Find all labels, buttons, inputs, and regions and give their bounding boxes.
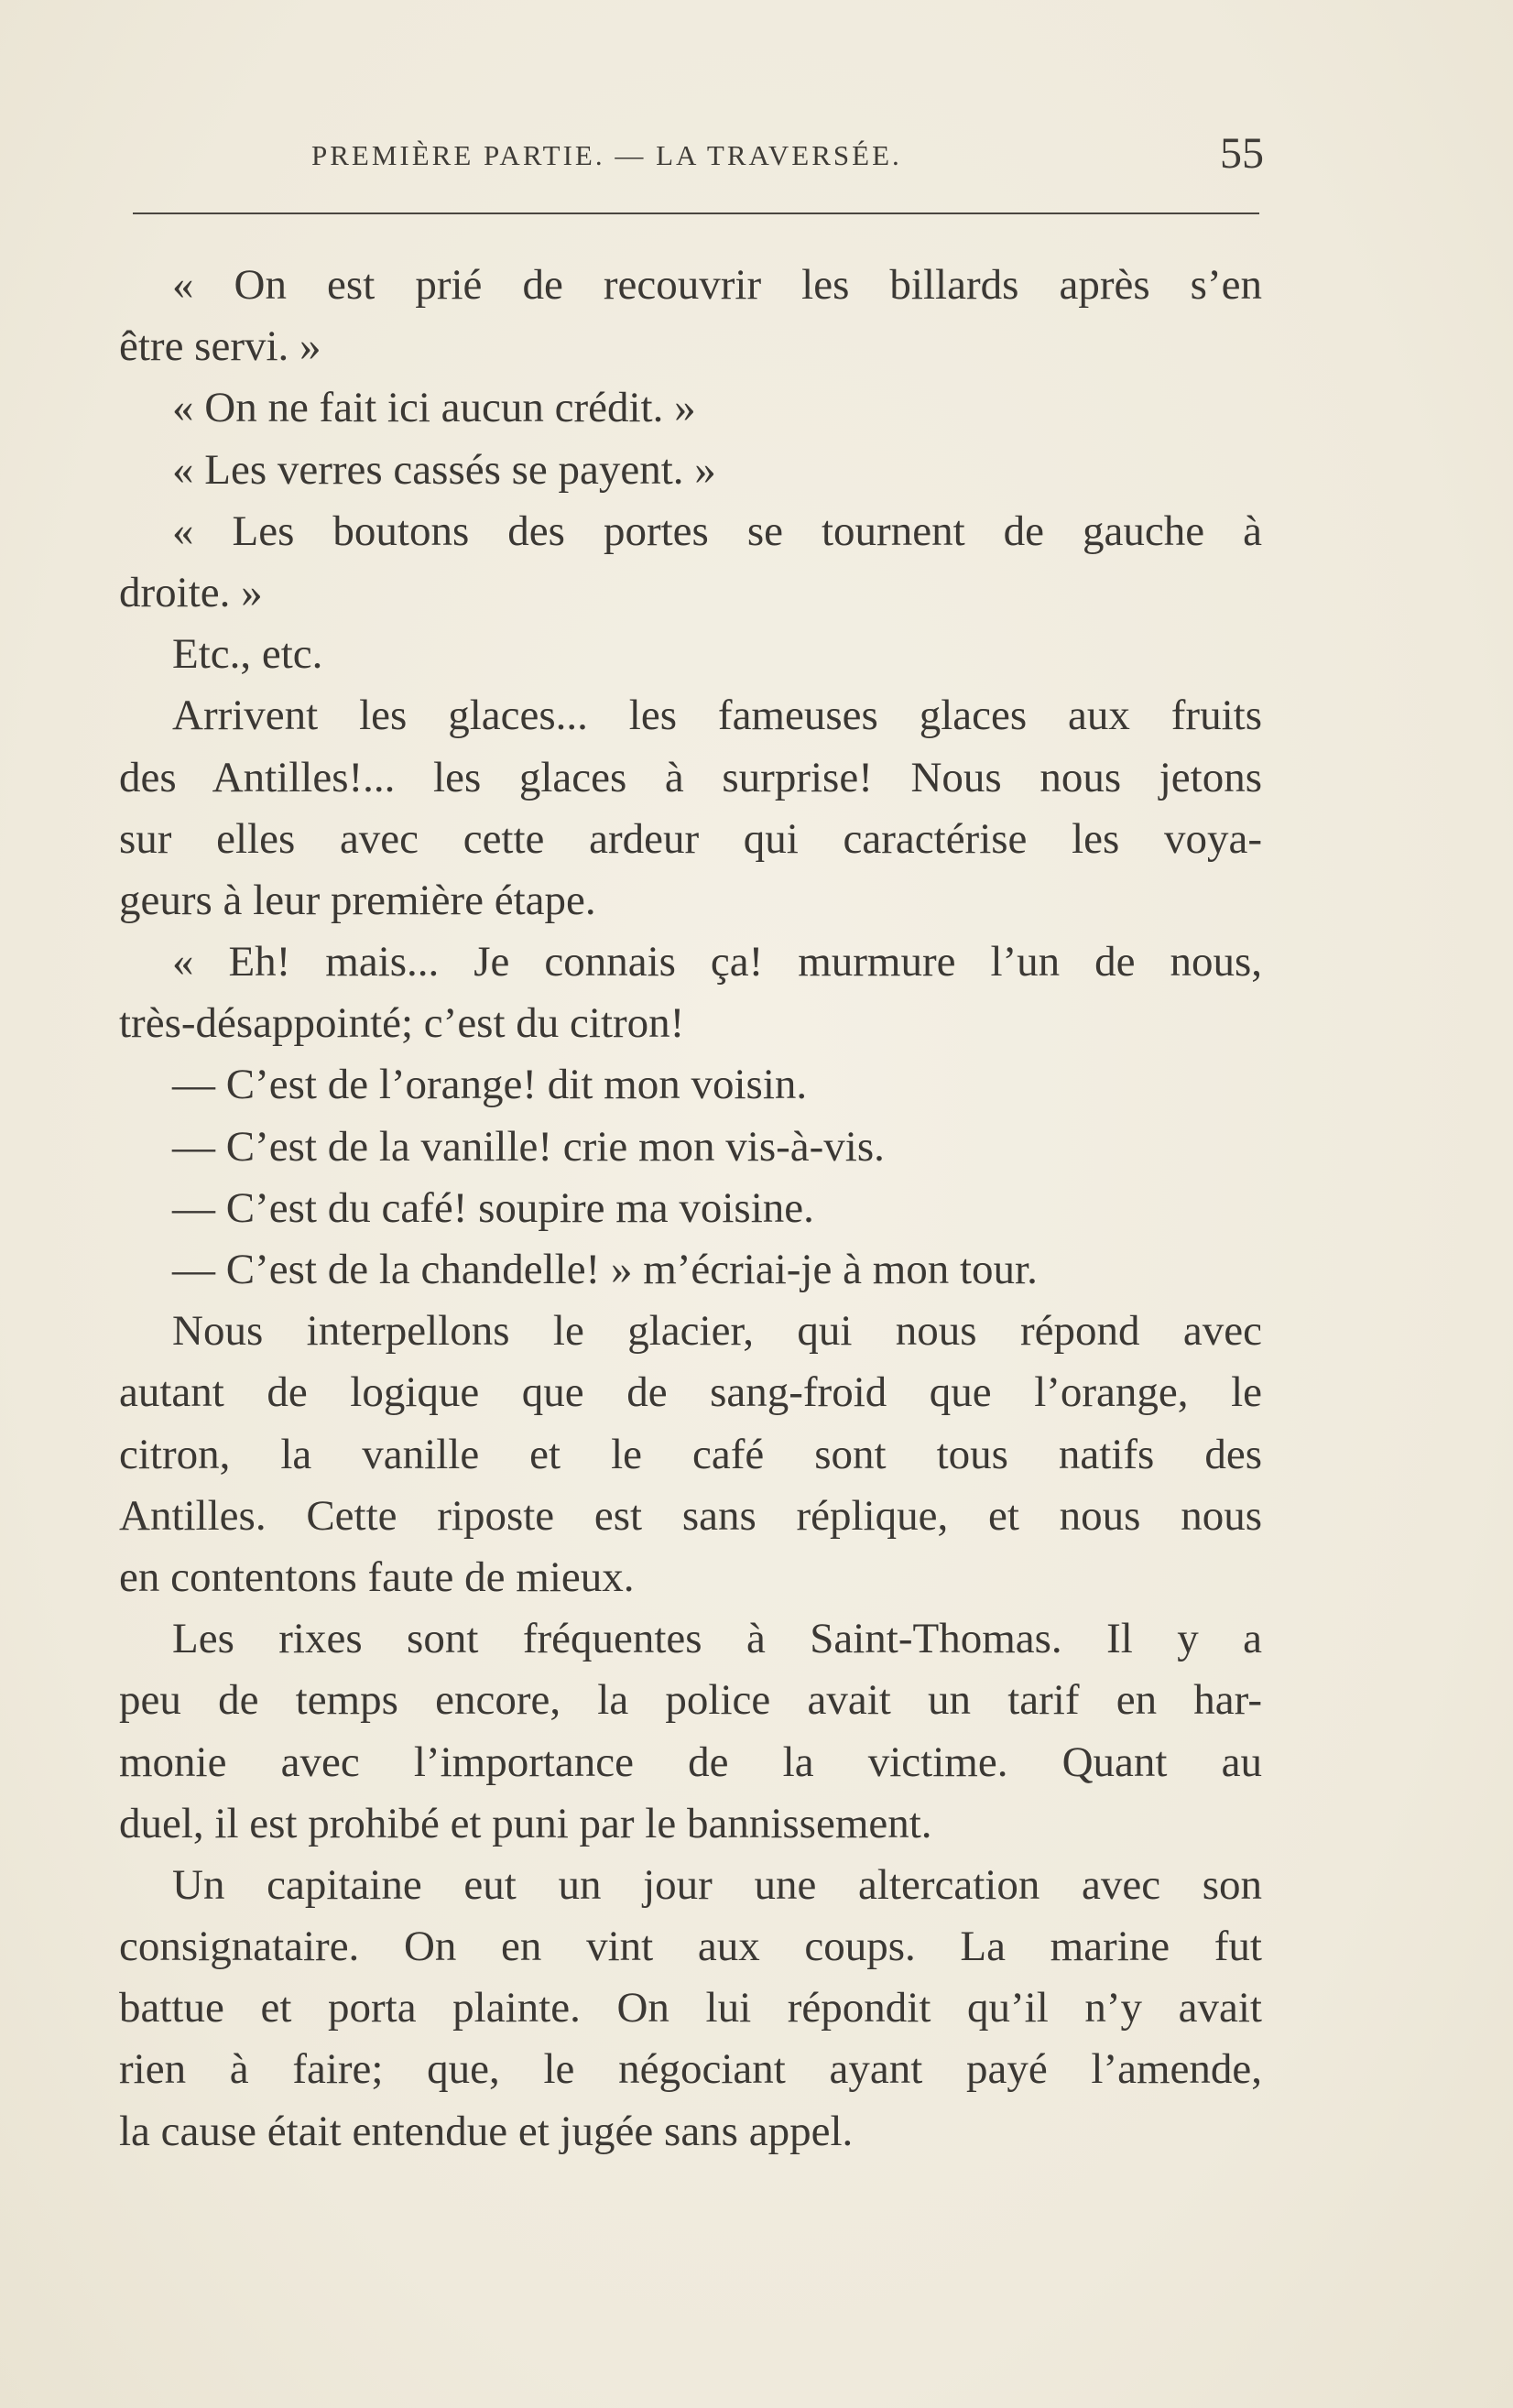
text-line: en contentons faute de mieux. xyxy=(119,1553,635,1601)
text-line: très-désappointé; c’est du citron! xyxy=(119,999,685,1048)
running-title: PREMIÈRE PARTIE. — LA TRAVERSÉE. xyxy=(311,139,902,171)
text-line: Antilles. Cette riposte est sans réplique, et nous nous xyxy=(119,1491,1262,1540)
text-line: Les rixes sont fréquentes à Saint-Thomas. Il y a xyxy=(172,1615,1262,1663)
text-line: geurs à leur première étape. xyxy=(119,876,596,924)
text-line: peu de temps encore, la police avait un tarif en har- xyxy=(119,1676,1262,1725)
text-line: consignataire. On en vint aux coups. La marine fut xyxy=(119,1923,1262,1971)
text-line: monie avec l’importance de la victime. Quant au xyxy=(119,1738,1262,1786)
text-line: sur elles avec cette ardeur qui caractérise les voya- xyxy=(119,814,1262,863)
text-line: duel, il est prohibé et puni par le bannissement. xyxy=(119,1799,932,1847)
text-line: — C’est de la vanille! crie mon vis-à-vis. xyxy=(172,1122,885,1171)
page-number: 55 xyxy=(1220,129,1264,178)
body-text xyxy=(119,255,1262,2163)
running-head xyxy=(119,128,1264,183)
text-line: être servi. » xyxy=(119,322,321,371)
text-line: « On est prié de recouvrir les billards après s’en xyxy=(172,261,1262,309)
text-line: citron, la vanille et le café sont tous natifs des xyxy=(119,1430,1262,1478)
text-line: — C’est du café! soupire ma voisine. xyxy=(172,1183,814,1232)
text-line: Un capitaine eut un jour une altercation avec son xyxy=(172,1860,1262,1909)
text-line: la cause était entendue et jugée sans appel. xyxy=(119,2107,854,2155)
header-rule xyxy=(133,212,1259,214)
text-line: « Les boutons des portes se tournent de gauche à xyxy=(172,507,1262,555)
text-line: Etc., etc. xyxy=(172,630,323,679)
text-line: des Antilles!... les glaces à surprise! Nous nous jetons xyxy=(119,753,1262,801)
text-line: « Les verres cassés se payent. » xyxy=(172,445,716,494)
text-line: « On ne fait ici aucun crédit. » xyxy=(172,384,696,432)
text-line: battue et porta plainte. On lui répondit qu’il n’y avait xyxy=(119,1984,1262,2032)
text-line: rien à faire; que, le négociant ayant payé l’amende, xyxy=(119,2045,1262,2094)
text-line: autant de logique que de sang-froid que l’orange, le xyxy=(119,1368,1262,1417)
text-line: Arrivent les glaces... les fameuses glaces aux fruits xyxy=(172,692,1262,740)
text-line: « Eh! mais... Je connais ça! murmure l’un de nous, xyxy=(172,938,1262,986)
text-line: — C’est de l’orange! dit mon voisin. xyxy=(172,1061,808,1109)
text-line: droite. » xyxy=(119,568,263,616)
text-line: Nous interpellons le glacier, qui nous répond avec xyxy=(172,1307,1262,1356)
text-line: — C’est de la chandelle! » m’écriai-je à mon tour. xyxy=(172,1246,1038,1293)
